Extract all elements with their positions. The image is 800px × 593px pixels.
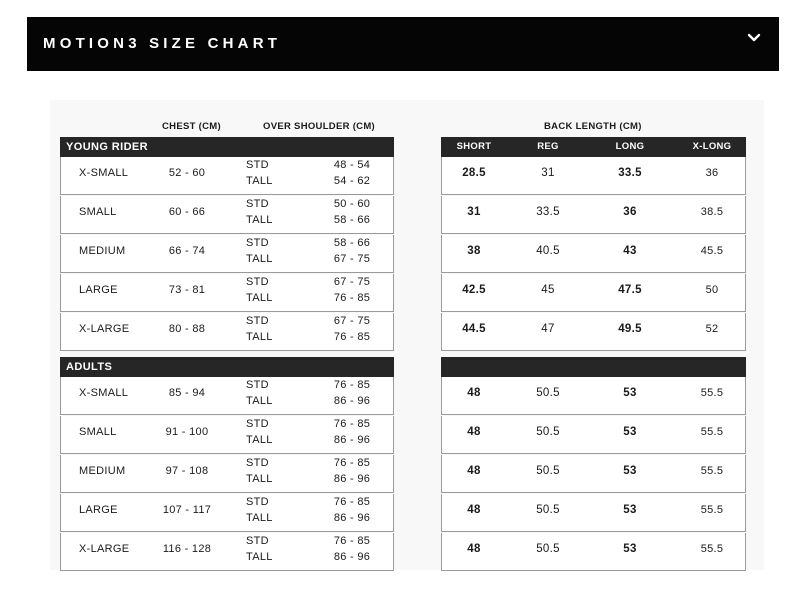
fit-tall-label: TALL <box>246 214 273 226</box>
section-label: ADULTS <box>66 361 113 373</box>
shoulder-std-range: 76 - 85 <box>333 535 371 547</box>
row-border-left <box>60 494 61 531</box>
row-border-left <box>441 313 442 350</box>
row-border-left <box>441 416 442 453</box>
row-border-right <box>745 533 746 570</box>
back-length-long: 33.5 <box>618 167 642 179</box>
table-row <box>441 157 746 195</box>
fit-std-label: STD <box>246 379 269 391</box>
back-length-col-x-long: X-LONG <box>692 141 732 152</box>
row-border-left <box>60 313 61 350</box>
fit-tall-label: TALL <box>246 434 273 446</box>
row-border-left <box>441 196 442 233</box>
row-border-left <box>60 274 61 311</box>
back-length-reg: 50.5 <box>536 465 560 477</box>
shoulder-std-range: 76 - 85 <box>333 457 371 469</box>
row-border-right <box>393 377 394 414</box>
size-label: X-SMALL <box>79 167 129 179</box>
fit-tall-label: TALL <box>246 292 273 304</box>
size-label: SMALL <box>79 206 117 218</box>
chest-range: 52 - 60 <box>168 167 206 179</box>
row-border-right <box>745 455 746 492</box>
fit-std-label: STD <box>246 457 269 469</box>
back-length-x-long: 55.5 <box>700 426 724 438</box>
page-title: MOTION3 SIZE CHART <box>43 35 282 52</box>
table-row <box>60 455 394 493</box>
back-length-reg: 45 <box>541 284 555 296</box>
table-row <box>441 274 746 312</box>
fit-std-label: STD <box>246 496 269 508</box>
table-row <box>60 313 394 351</box>
fit-tall-label: TALL <box>246 175 273 187</box>
fit-std-label: STD <box>246 237 269 249</box>
over-shoulder-column-header: OVER SHOULDER (CM) <box>263 121 376 132</box>
section-header <box>441 357 746 377</box>
table-row <box>441 313 746 351</box>
shoulder-tall-range: 54 - 62 <box>333 175 371 187</box>
size-label: X-LARGE <box>79 543 130 555</box>
row-border-right <box>393 196 394 233</box>
chest-range: 85 - 94 <box>168 387 206 399</box>
section-label: YOUNG RIDER <box>66 141 149 153</box>
back-length-reg: 50.5 <box>536 543 560 555</box>
row-border-left <box>60 455 61 492</box>
back-length-x-long: 55.5 <box>700 387 724 399</box>
back-length-short: 31 <box>467 206 481 218</box>
row-border-right <box>393 533 394 570</box>
row-border-left <box>60 377 61 414</box>
row-border-right <box>745 196 746 233</box>
table-row <box>441 494 746 532</box>
fit-std-label: STD <box>246 276 269 288</box>
row-border-right <box>745 494 746 531</box>
back-length-col-short: SHORT <box>456 141 492 152</box>
back-length-x-long: 55.5 <box>700 504 724 516</box>
table-row <box>441 533 746 571</box>
fit-tall-label: TALL <box>246 473 273 485</box>
row-border-left <box>441 494 442 531</box>
back-length-column-header: BACK LENGTH (CM) <box>544 121 642 132</box>
back-length-short: 48 <box>467 387 481 399</box>
shoulder-tall-range: 76 - 85 <box>333 331 371 343</box>
back-length-long: 53 <box>623 504 637 516</box>
table-row <box>60 533 394 571</box>
back-length-reg: 50.5 <box>536 387 560 399</box>
fit-std-label: STD <box>246 535 269 547</box>
chest-range: 66 - 74 <box>168 245 206 257</box>
chest-range: 80 - 88 <box>168 323 206 335</box>
chest-range: 116 - 128 <box>162 543 212 555</box>
row-border-left <box>441 235 442 272</box>
size-label: MEDIUM <box>79 245 126 257</box>
row-border-left <box>60 157 61 194</box>
back-length-long: 49.5 <box>618 323 642 335</box>
row-border-left <box>60 416 61 453</box>
back-length-x-long: 45.5 <box>700 245 724 257</box>
chest-range: 60 - 66 <box>168 206 206 218</box>
back-length-x-long: 55.5 <box>700 543 724 555</box>
back-length-x-long: 52 <box>705 323 719 335</box>
row-border-left <box>441 274 442 311</box>
shoulder-tall-range: 86 - 96 <box>333 551 371 563</box>
back-length-reg: 50.5 <box>536 504 560 516</box>
row-border-right <box>393 235 394 272</box>
row-border-left <box>60 533 61 570</box>
shoulder-std-range: 48 - 54 <box>333 159 371 171</box>
fit-std-label: STD <box>246 198 269 210</box>
chest-range: 91 - 100 <box>165 426 209 438</box>
back-length-x-long: 38.5 <box>700 206 724 218</box>
table-row <box>441 416 746 454</box>
fit-tall-label: TALL <box>246 253 273 265</box>
shoulder-tall-range: 86 - 96 <box>333 473 371 485</box>
fit-std-label: STD <box>246 159 269 171</box>
back-length-short: 42.5 <box>462 284 486 296</box>
shoulder-std-range: 76 - 85 <box>333 496 371 508</box>
fit-tall-label: TALL <box>246 331 273 343</box>
back-length-reg: 33.5 <box>536 206 560 218</box>
table-row <box>441 377 746 415</box>
back-length-x-long: 36 <box>705 167 719 179</box>
shoulder-std-range: 67 - 75 <box>333 315 371 327</box>
shoulder-tall-range: 67 - 75 <box>333 253 371 265</box>
size-label: X-SMALL <box>79 387 129 399</box>
section-header <box>441 137 746 157</box>
row-border-right <box>393 455 394 492</box>
table-row <box>60 235 394 273</box>
table-row <box>441 455 746 493</box>
section-header <box>60 357 394 377</box>
measurements-table <box>60 137 394 562</box>
chest-range: 73 - 81 <box>168 284 206 296</box>
size-label: MEDIUM <box>79 465 126 477</box>
row-border-right <box>393 157 394 194</box>
back-length-long: 53 <box>623 387 637 399</box>
table-row <box>60 377 394 415</box>
chest-column-header: CHEST (CM) <box>162 121 221 132</box>
shoulder-tall-range: 76 - 85 <box>333 292 371 304</box>
fit-tall-label: TALL <box>246 512 273 524</box>
size-label: LARGE <box>79 284 118 296</box>
back-length-long: 43 <box>623 245 637 257</box>
back-length-short: 48 <box>467 465 481 477</box>
fit-tall-label: TALL <box>246 551 273 563</box>
shoulder-std-range: 76 - 85 <box>333 418 371 430</box>
table-row <box>60 494 394 532</box>
row-border-left <box>441 533 442 570</box>
row-border-right <box>745 235 746 272</box>
shoulder-tall-range: 86 - 96 <box>333 434 371 446</box>
back-length-reg: 47 <box>541 323 555 335</box>
back-length-short: 44.5 <box>462 323 486 335</box>
back-length-short: 48 <box>467 543 481 555</box>
shoulder-std-range: 67 - 75 <box>333 276 371 288</box>
header-bar <box>27 17 779 71</box>
row-border-right <box>393 416 394 453</box>
row-border-right <box>745 157 746 194</box>
row-border-left <box>441 377 442 414</box>
table-row <box>60 274 394 312</box>
back-length-long: 53 <box>623 543 637 555</box>
back-length-reg: 40.5 <box>536 245 560 257</box>
row-border-right <box>745 377 746 414</box>
back-length-long: 53 <box>623 426 637 438</box>
row-border-right <box>745 313 746 350</box>
row-border-left <box>60 196 61 233</box>
chest-range: 97 - 108 <box>165 465 209 477</box>
row-border-right <box>393 313 394 350</box>
back-length-long: 47.5 <box>618 284 642 296</box>
shoulder-std-range: 76 - 85 <box>333 379 371 391</box>
row-border-left <box>441 157 442 194</box>
row-border-right <box>393 274 394 311</box>
back-length-long: 53 <box>623 465 637 477</box>
table-row <box>441 235 746 273</box>
section-header <box>60 137 394 157</box>
row-border-right <box>745 274 746 311</box>
table-row <box>441 196 746 234</box>
row-border-right <box>745 416 746 453</box>
row-border-right <box>393 494 394 531</box>
shoulder-tall-range: 86 - 96 <box>333 395 371 407</box>
fit-std-label: STD <box>246 315 269 327</box>
back-length-short: 48 <box>467 426 481 438</box>
shoulder-tall-range: 86 - 96 <box>333 512 371 524</box>
row-border-left <box>60 235 61 272</box>
back-length-short: 48 <box>467 504 481 516</box>
size-label: LARGE <box>79 504 118 516</box>
back-length-x-long: 50 <box>705 284 719 296</box>
shoulder-tall-range: 58 - 66 <box>333 214 371 226</box>
row-border-left <box>441 455 442 492</box>
table-row <box>60 416 394 454</box>
table-row <box>60 157 394 195</box>
back-length-x-long: 55.5 <box>700 465 724 477</box>
chest-range: 107 - 117 <box>162 504 212 516</box>
back-length-col-long: LONG <box>615 141 645 152</box>
back-length-table <box>441 137 746 562</box>
back-length-reg: 50.5 <box>536 426 560 438</box>
back-length-reg: 31 <box>541 167 555 179</box>
fit-tall-label: TALL <box>246 395 273 407</box>
table-row <box>60 196 394 234</box>
size-label: X-LARGE <box>79 323 130 335</box>
back-length-long: 36 <box>623 206 637 218</box>
chevron-down-icon[interactable] <box>747 31 761 45</box>
shoulder-std-range: 50 - 60 <box>333 198 371 210</box>
size-label: SMALL <box>79 426 117 438</box>
back-length-short: 38 <box>467 245 481 257</box>
back-length-col-reg: REG <box>537 141 559 152</box>
fit-std-label: STD <box>246 418 269 430</box>
shoulder-std-range: 58 - 66 <box>333 237 371 249</box>
back-length-short: 28.5 <box>462 167 486 179</box>
